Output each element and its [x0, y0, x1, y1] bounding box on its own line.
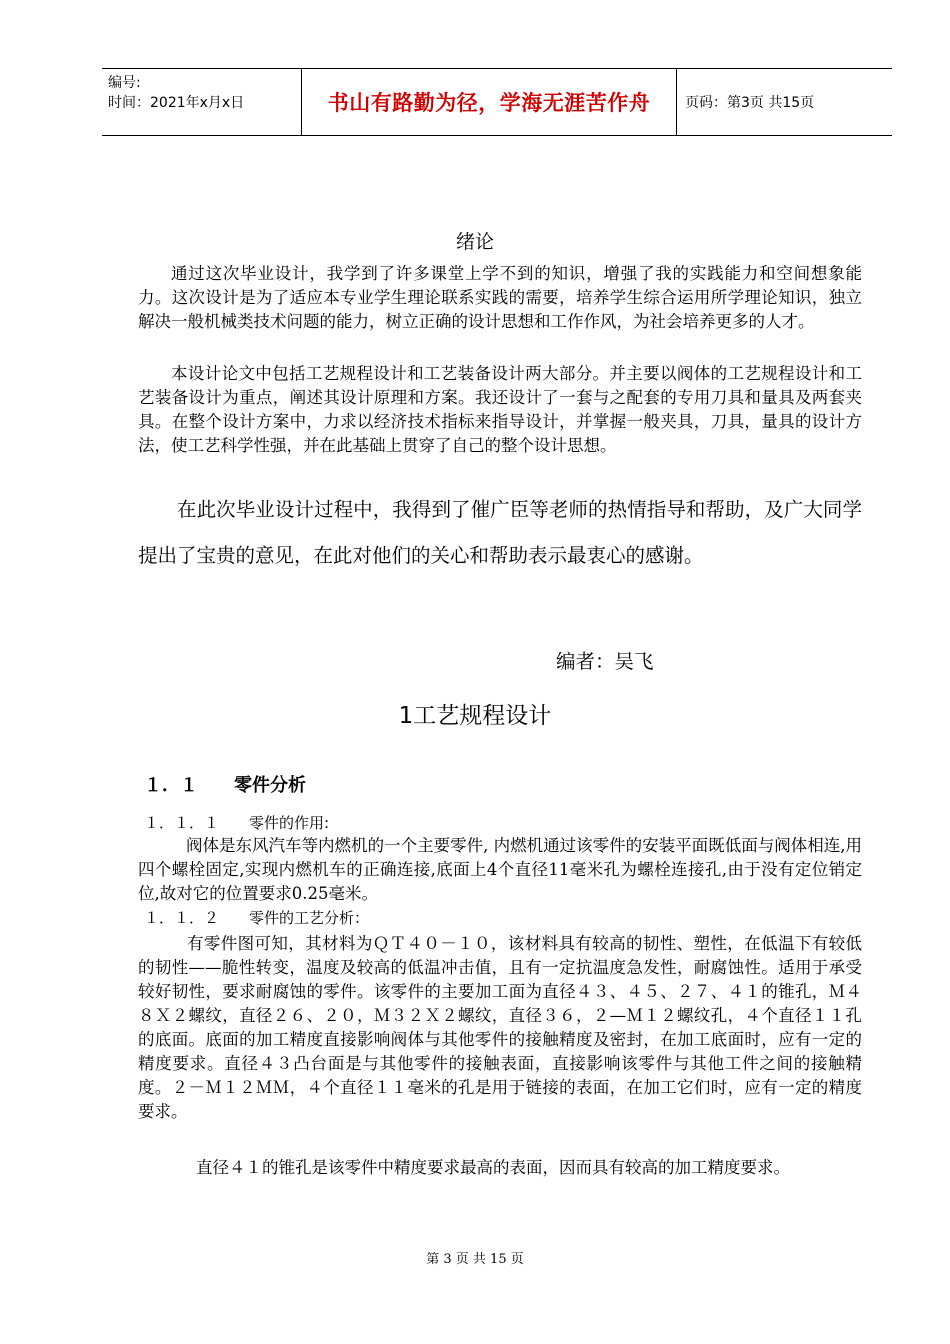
section-1-1-2-text-1: 有零件图可知，其材料为ＱＴ４０－１０，该材料具有较高的韧性、塑性，在低温下有较低的韧性——脆性转变，温度及较高的低温冲击值，且有一定抗温度急发性，耐腐蚀性。适用于承受较好韧性，要求耐腐蚀的零件。该零件的主要加工面为直径４３、４５、２７、４１的锥孔，Ｍ４８Ｘ２螺纹，直径２６、２０，Ｍ３２Ｘ２螺纹，直径３６，２—Ｍ１２螺纹孔，４个直径１１孔的底面。底面的加工精度直接影响阀体与其他零件的接触精度及密封，在加工底面时，应有一定的精度要求。直径４３凸台面是与其他零件的接触表面，直接影响该零件与其他工件之间的接触精度。２－Ｍ１２ＭＭ，４个直径１１毫米的孔是用于链接的表面，在加工它们时，应有一定的精度要求。: [138, 934, 862, 1121]
page-footer: 第 3 页 共 15 页: [426, 1252, 524, 1267]
author: 编者：吴飞: [556, 650, 654, 673]
section-1-1-1-text: 阀体是东风汽车等内燃机的一个主要零件, 内燃机通过该零件的安装平面既低面与阀体相连,用四个螺栓固定,实现内燃机车的正确连接,底面上4个直径11毫米孔为螺栓连接孔,由于没有定位销定位,故对它的位置要求0.25毫米。: [138, 836, 862, 903]
section-1-1-2-text-2: 直径４１的锥孔是该零件中精度要求最高的表面，因而具有较高的加工精度要求。: [196, 1158, 790, 1177]
number-label: 编号:: [108, 75, 141, 91]
header-motto: 书山有路勤为径，学海无涯苦作舟: [302, 69, 677, 135]
intro-paragraph-2: 本设计论文中包括工艺规程设计和工艺装备设计两大部分。并主要以阀体的工艺规程设计和工艺装备设计为重点，阐述其设计原理和方案。我还设计了一套与之配套的专用刀具和量具及两套夹具。在整个设计方案中，力求以经济技术指标来指导设计，并掌握一般夹具，刀具，量具的设计方法，使工艺科学性强，并在此基础上贯穿了自己的整个设计思想。: [138, 364, 862, 455]
section-1-1-1-title: １．１．１ 零件的作用:: [144, 814, 330, 832]
section-1-1-title: １．１ 零件分析: [144, 775, 306, 796]
intro-title: 绪论: [455, 231, 494, 253]
header-page-info: 页码：第3页 共15页: [685, 95, 815, 111]
page-header: [102, 68, 892, 136]
header-meta: [102, 69, 302, 135]
time-label: 时间：2021年x月x日: [108, 95, 245, 111]
chapter-title: 1工艺规程设计: [398, 703, 552, 729]
intro-paragraph-1: 通过这次毕业设计，我学到了许多课堂上学不到的知识，增强了我的实践能力和空间想象能力。这次设计是为了适应本专业学生理论联系实践的需要，培养学生综合运用所学理论知识，独立解决一般机械类技术问题的能力，树立正确的设计思想和工作作风，为社会培养更多的人才。: [138, 264, 862, 331]
intro-paragraph-3: 在此次毕业设计过程中，我得到了催广臣等老师的热情指导和帮助，及广大同学提出了宝贵的意见，在此对他们的关心和帮助表示最衷心的感谢。: [138, 498, 862, 567]
section-1-1-2-title: １．１．２ 零件的工艺分析：: [144, 909, 370, 927]
